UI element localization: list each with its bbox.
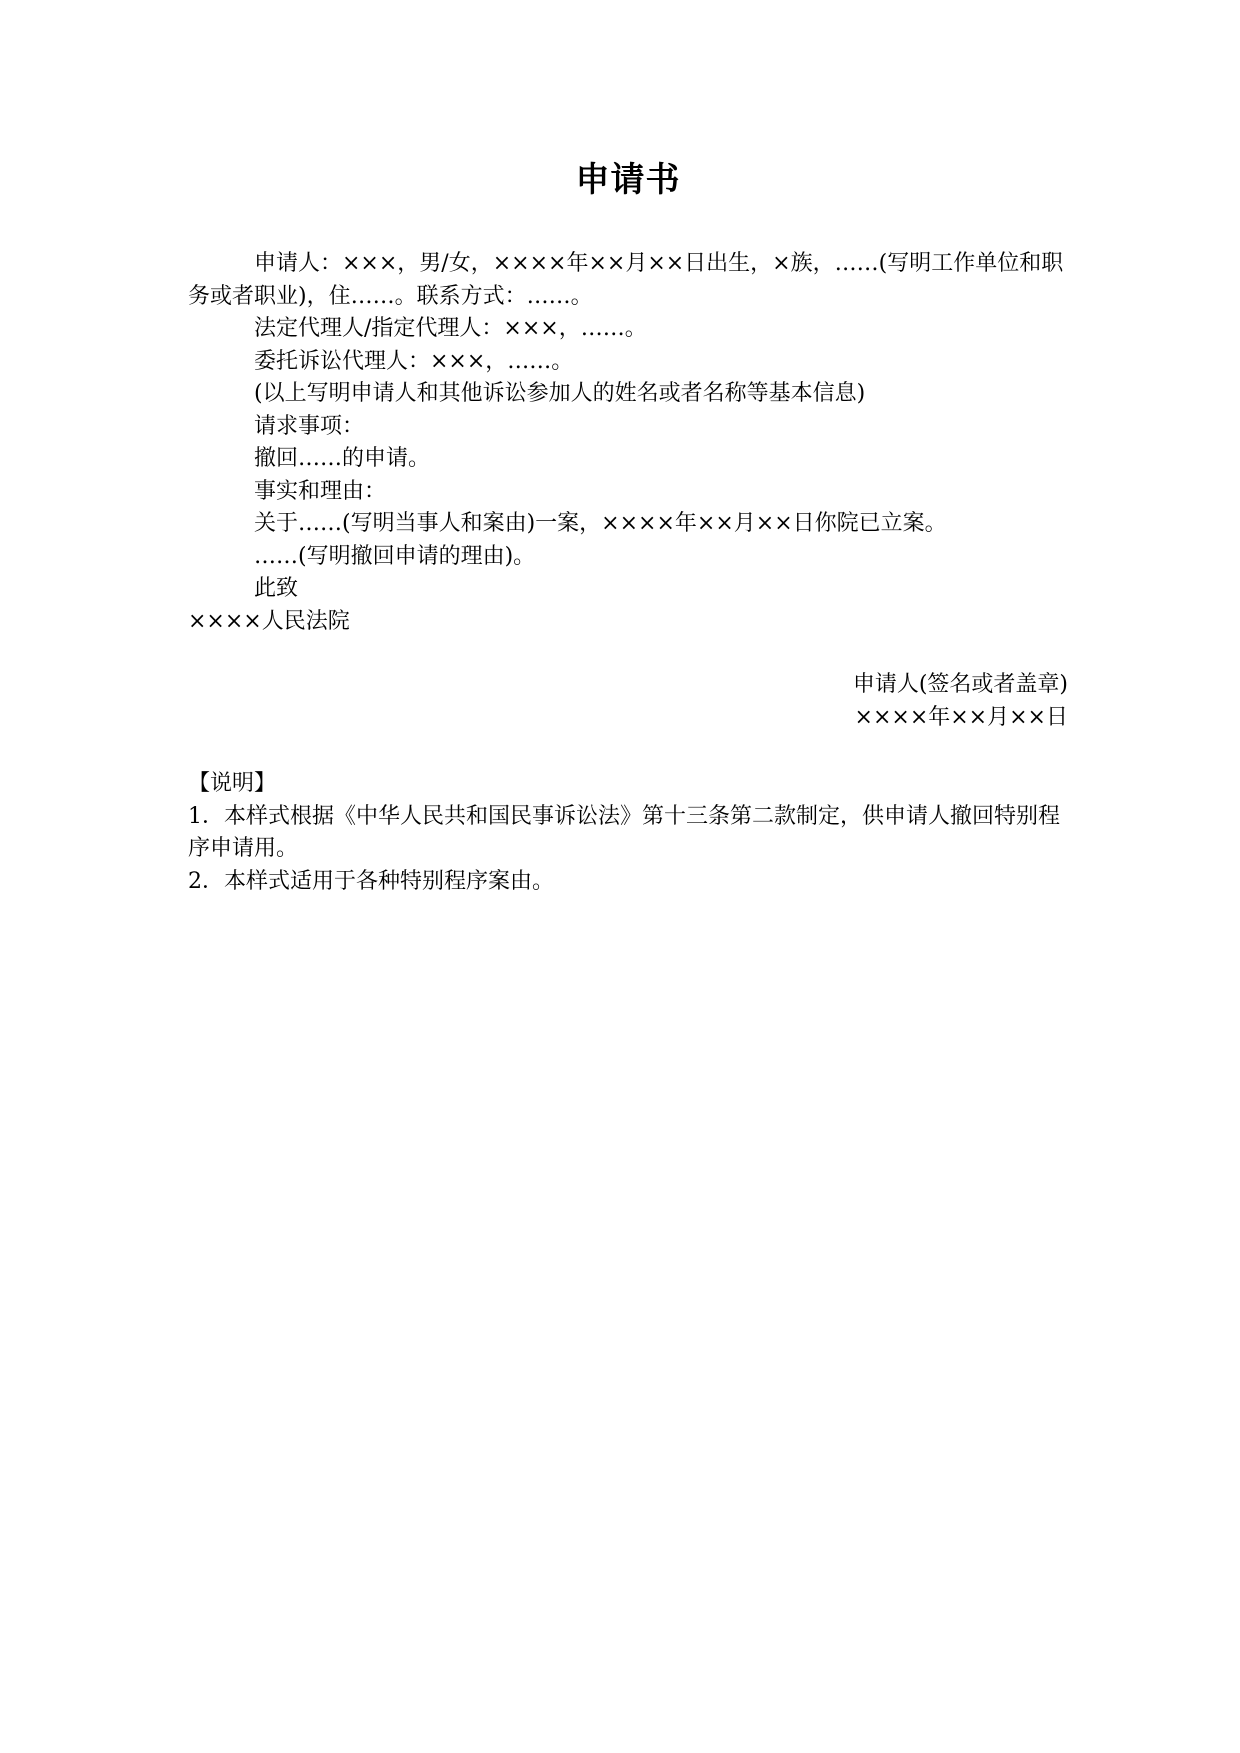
court-name: ××××人民法院: [188, 608, 350, 634]
salutation: 此致: [254, 576, 299, 601]
notes-section: [188, 768, 1068, 898]
facts-content: 关于……(写明当事人和案由)一案，××××年××月××日你院已立案。: [254, 511, 947, 536]
document-body: [188, 248, 1068, 638]
parties-note-paragraph: (以上写明申请人和其他诉讼参加人的姓名或者名称等基本信息): [254, 381, 866, 406]
signature-block: [188, 669, 1068, 734]
notes-heading: 【说明】: [188, 771, 277, 796]
note-item: 1．本样式根据《中华人民共和国民事诉讼法》第十三条第二款制定，供申请人撤回特别程序申请用。: [188, 803, 1061, 861]
signature-line: 申请人(签名或者盖章): [852, 672, 1068, 697]
request-heading: 请求事项：: [254, 413, 365, 439]
facts-heading: 事实和理由：: [254, 478, 387, 504]
entrusted-agent-paragraph: 委托诉讼代理人：×××，……。: [254, 348, 574, 374]
reason-content: ……(写明撤回申请的理由)。: [254, 543, 536, 569]
legal-agent-paragraph: 法定代理人/指定代理人：×××，……。: [254, 316, 647, 341]
document-page: [188, 0, 1068, 1753]
date-line: ××××年××月××日: [854, 704, 1068, 730]
request-content: 撤回……的申请。: [254, 446, 431, 471]
document-title: 申请书: [575, 160, 681, 200]
note-item: 2．本样式适用于各种特别程序案由。: [188, 868, 554, 894]
applicant-paragraph: 申请人：×××，男/女，××××年××月××日出生，×族，……(写明工作单位和职务或者职业)，住……。联系方式：……。: [188, 251, 1064, 309]
